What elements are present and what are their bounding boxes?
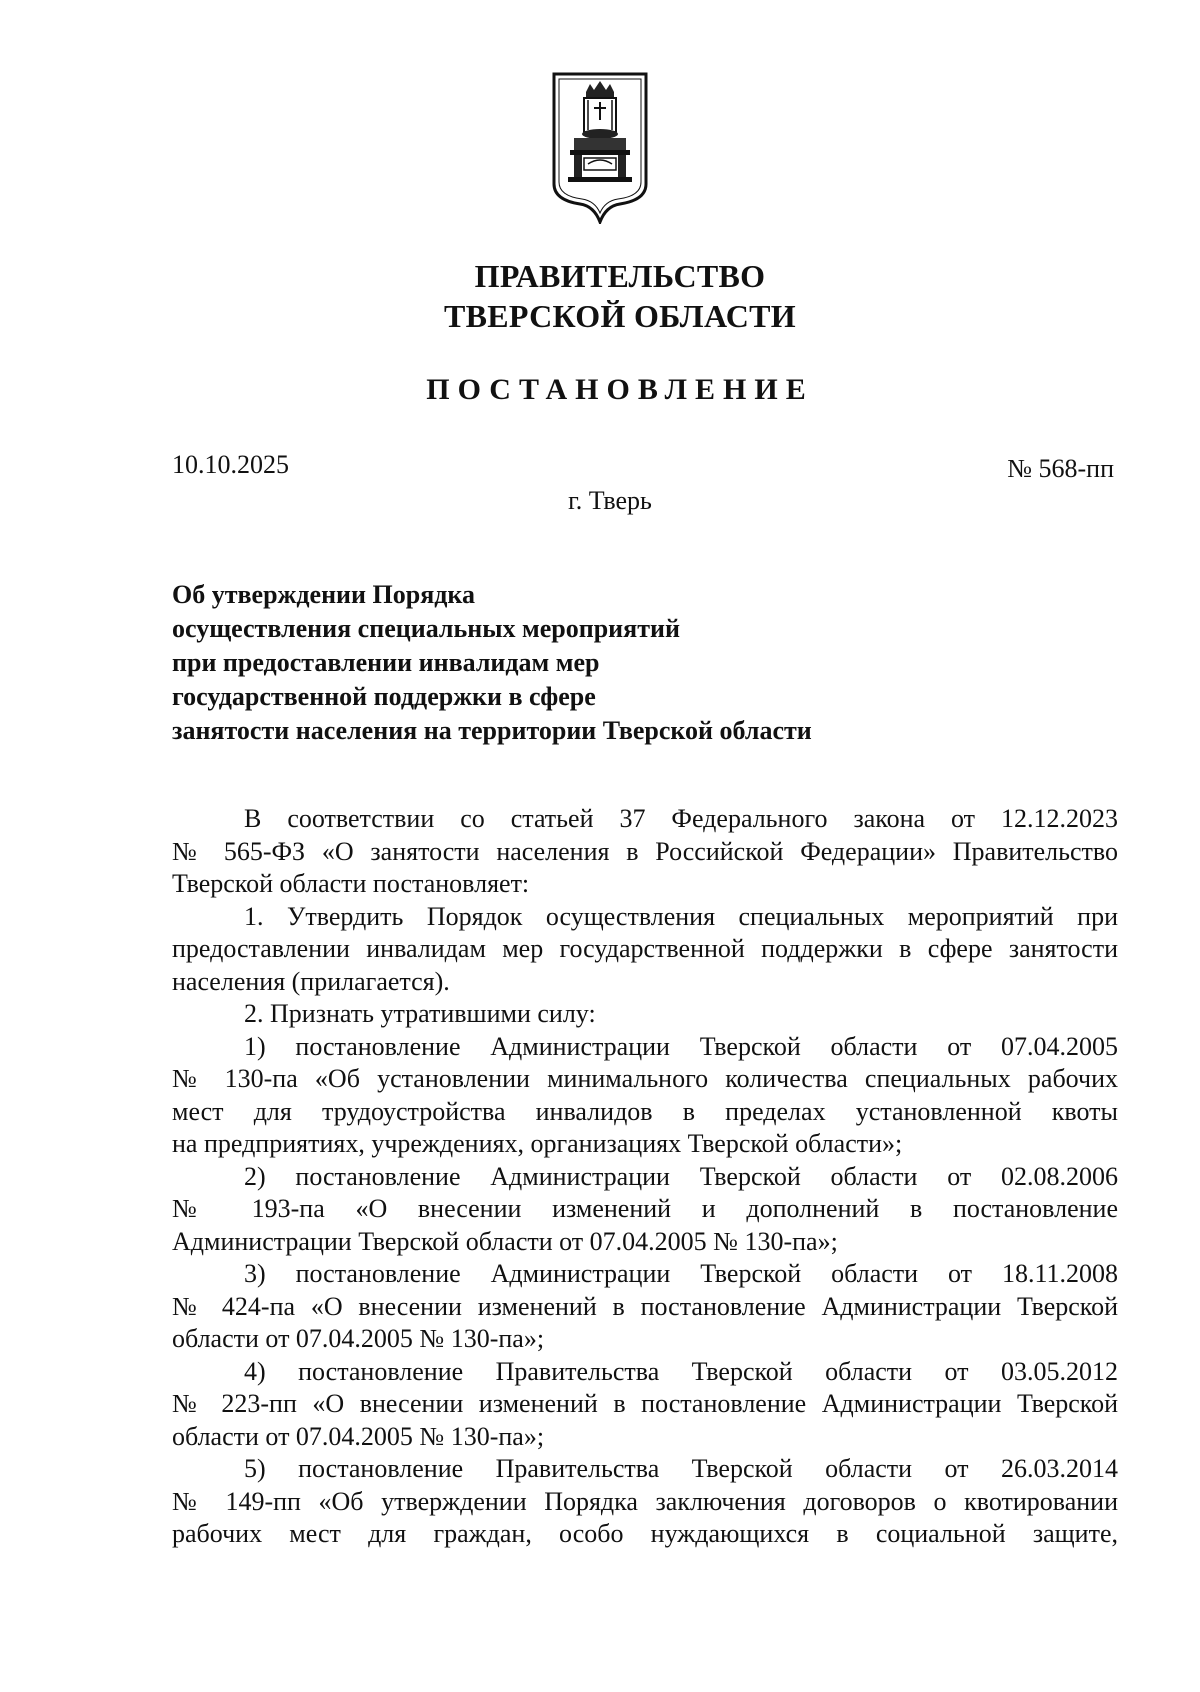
paragraph-subitem-2	[172, 1161, 1118, 1259]
body-line: № 193-па «О внесении изменений и дополнений в постановление	[172, 1194, 1118, 1223]
subject-line: осуществления специальных мероприятий	[172, 614, 680, 643]
body-line: № 565-ФЗ «О занятости населения в Российской Федерации» Правительство	[172, 836, 1118, 866]
body-line: 4) постановление Правительства Тверской области от 03.05.2012	[244, 1356, 1118, 1386]
paragraph-item-2	[172, 998, 1118, 1031]
body-line: рабочих мест для граждан, особо нуждающихся в социальной защите,	[172, 1519, 1118, 1548]
subject-line: государственной поддержки в сфере	[172, 682, 596, 711]
body-line: населения (прилагается).	[172, 966, 450, 996]
paragraph-subitem-4	[172, 1356, 1118, 1454]
body-line: № 223-пп «О внесении изменений в постановление Администрации Тверской	[172, 1389, 1118, 1418]
document-type: ПОСТАНОВЛЕНИЕ	[426, 373, 814, 406]
document-subject	[172, 578, 1072, 748]
body-line: Администрации Тверской области от 07.04.2005 № 130-па»;	[172, 1226, 838, 1256]
body-line: области от 07.04.2005 № 130-па»;	[172, 1324, 545, 1353]
body-line: № 424-па «О внесении изменений в постановление Администрации Тверской	[172, 1291, 1118, 1321]
document-number: № 568-пп	[1007, 454, 1114, 483]
body-line: 5) постановление Правительства Тверской области от 26.03.2014	[244, 1454, 1118, 1483]
paragraph-subitem-5	[172, 1453, 1118, 1551]
body-line: 3) постановление Администрации Тверской области от 18.11.2008	[244, 1259, 1118, 1288]
body-line: Тверской области постановляет:	[172, 869, 530, 898]
body-line: 2) постановление Администрации Тверской области от 02.08.2006	[244, 1161, 1118, 1191]
body-line: области от 07.04.2005 № 130-па»;	[172, 1421, 545, 1451]
paragraph-preamble	[172, 803, 1118, 901]
government-title	[0, 256, 1200, 336]
body-line: предоставлении инвалидам мер государственной поддержки в сфере занятости	[172, 934, 1118, 963]
body-line: 2. Признать утратившими силу:	[244, 999, 596, 1028]
subject-line: Об утверждении Порядка	[172, 580, 476, 609]
body-line: № 130-па «Об установлении минимального количества специальных рабочих	[172, 1064, 1118, 1093]
body-line: № 149-пп «Об утверждении Порядка заключения договоров о квотировании	[172, 1486, 1118, 1516]
body-line: мест для трудоустройства инвалидов в пределах установленной квоты	[172, 1096, 1118, 1126]
body-line: В соответствии со статьей 37 Федерального закона от 12.12.2023	[244, 804, 1118, 833]
body-line: 1. Утвердить Порядок осуществления специальных мероприятий при	[244, 901, 1118, 931]
government-title-line2: ТВЕРСКОЙ ОБЛАСТИ	[443, 298, 797, 334]
document-city: г. Тверь	[568, 486, 652, 515]
tver-coat-of-arms-icon	[550, 72, 650, 224]
document-date: 10.10.2025	[172, 450, 289, 479]
subject-line: при предоставлении инвалидам мер	[172, 648, 600, 677]
body-line: на предприятиях, учреждениях, организациях Тверской области»;	[172, 1129, 903, 1158]
government-title-line1: ПРАВИТЕЛЬСТВО	[474, 258, 766, 294]
paragraph-item-1	[172, 901, 1118, 999]
paragraph-subitem-1	[172, 1031, 1118, 1161]
body-line: 1) постановление Администрации Тверской области от 07.04.2005	[244, 1031, 1118, 1061]
paragraph-subitem-3	[172, 1258, 1118, 1356]
subject-line: занятости населения на территории Тверской области	[172, 716, 812, 745]
document-body	[172, 803, 1118, 1551]
